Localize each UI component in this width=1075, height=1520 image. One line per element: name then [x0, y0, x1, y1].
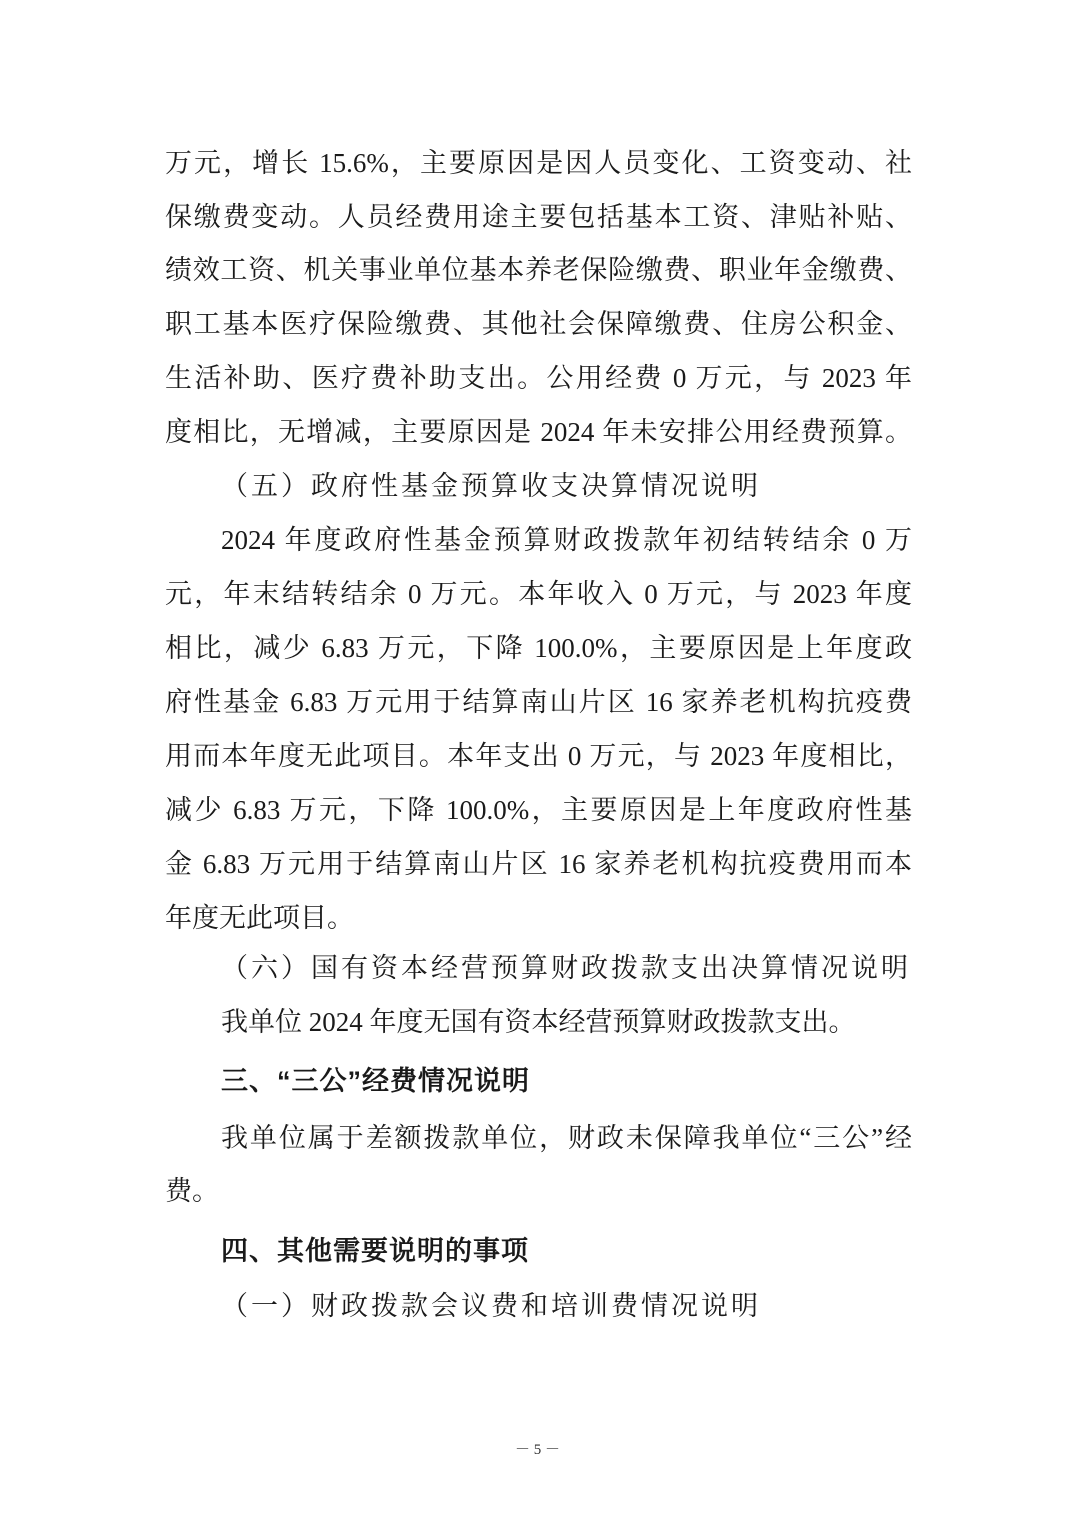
body-text-line: 年度无此项目。: [165, 903, 354, 933]
body-text-line: 万元，增长 15.6%，主要原因是因人员变化、工资变动、社: [165, 148, 912, 178]
body-text-line: 府性基金 6.83 万元用于结算南山片区 16 家养老机构抗疫费: [165, 687, 912, 717]
section-heading: （一）财政拨款会议费和培训费情况说明: [221, 1291, 761, 1321]
body-text-line: 职工基本医疗保险缴费、其他社会保障缴费、住房公积金、: [165, 309, 912, 339]
body-text-line: 金 6.83 万元用于结算南山片区 16 家养老机构抗疫费用而本: [165, 849, 912, 879]
body-text-line: 元，年末结转结余 0 万元。本年收入 0 万元，与 2023 年度: [165, 579, 912, 609]
body-text-line: 我单位属于差额拨款单位，财政未保障我单位“三公”经: [221, 1123, 912, 1153]
body-text-line: 相比，减少 6.83 万元，下降 100.0%，主要原因是上年度政: [165, 633, 912, 663]
body-text-line: 度相比，无增减，主要原因是 2024 年未安排公用经费预算。: [165, 417, 912, 447]
body-text-line: 保缴费变动。人员经费用途主要包括基本工资、津贴补贴、: [165, 202, 912, 232]
body-text-line: 费。: [165, 1176, 219, 1206]
body-text-line: 生活补助、医疗费补助支出。公用经费 0 万元，与 2023 年: [165, 363, 912, 393]
chapter-heading: 四、其他需要说明的事项: [221, 1236, 529, 1266]
body-text-line: 2024 年度政府性基金预算财政拨款年初结转结余 0 万: [221, 525, 912, 555]
section-heading: （六）国有资本经营预算财政拨款支出决算情况说明: [221, 953, 911, 983]
body-text-line: 用而本年度无此项目。本年支出 0 万元，与 2023 年度相比，: [165, 741, 912, 771]
body-text-line: 绩效工资、机关事业单位基本养老保险缴费、职业年金缴费、: [165, 255, 912, 285]
body-text-line: 我单位 2024 年度无国有资本经营预算财政拨款支出。: [221, 1007, 856, 1037]
body-text-line: 减少 6.83 万元，下降 100.0%，主要原因是上年度政府性基: [165, 795, 912, 825]
page-number: － 5 －: [514, 1442, 560, 1458]
chapter-heading: 三、“三公”经费情况说明: [221, 1066, 530, 1096]
section-heading: （五）政府性基金预算收支决算情况说明: [221, 471, 761, 501]
